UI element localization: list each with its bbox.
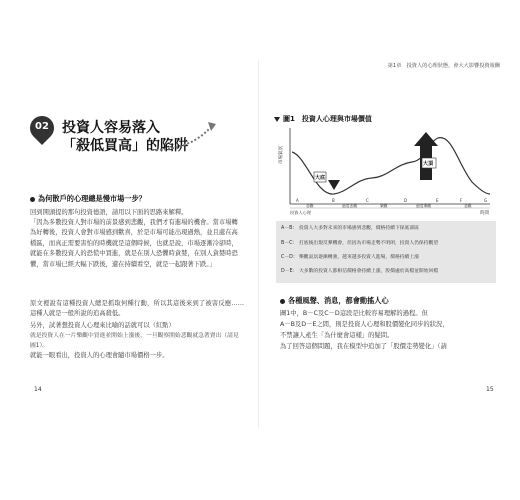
- y-axis-label: 市場氣氛: [279, 146, 284, 164]
- up-arrow-icon: [414, 132, 438, 180]
- sentiment-curve: [292, 138, 490, 194]
- x-axis-label: 時間: [480, 211, 489, 216]
- paragraph-3: 另外，試著想投資人心理來比喻的話就可以（紅點）: [30, 322, 175, 329]
- section-heading-right: 各種風聲、消息，都會動搖人心: [280, 296, 389, 306]
- right-paragraph-3: 不禁讓人產生「為什麼會這樣」的疑問。: [280, 332, 394, 339]
- point-e: E: [436, 198, 439, 203]
- bottom-label: 大底: [315, 175, 326, 181]
- paragraph-conclusion: 就能一眼看出，投資人的心理會隨市場價格一步。: [30, 352, 169, 359]
- chapter-title-line1: 投資人容易落入: [62, 120, 160, 136]
- running-header: 第1章 投資人的心理狀態，會大大影響投資報酬: [387, 63, 500, 69]
- legend-row-1: A－B： 投資人大多對未來的市場感到悲觀，價格持續下探底部區: [281, 226, 419, 231]
- phase-label-5: 悲觀: [464, 203, 472, 208]
- phase-label-1: 悲觀: [306, 203, 314, 208]
- top-label: 大頂: [423, 161, 434, 167]
- bullet-icon: [280, 299, 285, 304]
- point-a: A: [296, 198, 299, 203]
- legend-row-2: B－C： 打底後出現反彈機會，但因為市場走勢不明朗，投資人仍保持觀望: [281, 241, 439, 246]
- left-note: 投資人心理: [290, 210, 311, 215]
- point-b: B: [332, 198, 335, 203]
- quote-block: 「因為多數投資人對市場的前景感到悲觀，我們才有進場的機會。當市場轉為好轉後，投資人會對市場感到歡喜，於是市場可能出現過熱，並且處在高檔區，而真正需要害怕的時機就是這個時候，也就是說，市場逐漸冷卻時，就能在多數投資人的恐慌中買進，就是在別人恐懼時貪婪，在別人貪婪時恐懼，當市場已經大幅下跌後，還在持續看空，就是一起跟著下跌。」: [30, 219, 238, 268]
- down-arrow-icon: [328, 180, 340, 190]
- legend-row-3: C－D：樂觀氣氛逐漸轉強，越來越多投資人進場，價格持續上漲: [281, 255, 419, 260]
- right-paragraph-1: 圖1中，B－C及C－D這段是比較容易理解的過程。但: [280, 310, 428, 317]
- upward-arrow-icon: [150, 120, 220, 154]
- point-g: G: [484, 198, 488, 203]
- market-psychology-chart: [276, 124, 496, 220]
- page-number-left: 14: [34, 386, 42, 393]
- phase-label-4: 過度樂觀: [416, 203, 432, 208]
- point-d: D: [404, 198, 408, 203]
- figure-legend: [276, 221, 496, 283]
- triangle-icon: [274, 117, 280, 122]
- phase-label-3: 樂觀: [380, 203, 388, 208]
- example-block: 就是投資人在一片樂觀中買進並開始上漲後，一旦觀察開始悲觀就急著賣出（請見圖1）。: [30, 333, 239, 349]
- point-c: C: [366, 198, 369, 203]
- phase-label-2: 過度悲觀: [342, 203, 358, 208]
- paragraph-intro: 回到開頭提的那句投資德語，請用以下面的思路來解釋。: [30, 209, 188, 216]
- right-paragraph-2: A－B及D－E之間，則是投資人心理和股價變化同步的狀況，: [280, 321, 449, 328]
- bullet-icon: [30, 197, 35, 202]
- point-f: F: [460, 198, 463, 203]
- page-gutter: [258, 60, 259, 428]
- page-number-right: 15: [486, 386, 494, 393]
- section-heading-left: 為何散戶的心理總是慢市場一步？: [30, 194, 146, 204]
- chapter-number: 02: [35, 121, 49, 132]
- chapter-title-line2: 「殺低買高」的陷阱: [62, 138, 188, 154]
- figure-title: 圖1 投資人心理與市場價值: [274, 114, 372, 124]
- paragraph-2: 原文裡說有這種投資人總是抓取何種行動，所以其這後來到了被害反應……這種人就是一般所說的追高殺低。: [30, 300, 244, 318]
- right-paragraph-4: 為了回答這個問題，我在模型中追加了「股價走勢變化」（請: [280, 343, 447, 350]
- legend-row-4: D－E： 大多數的投資人都相信價格會持續上漲，股價處於高檔並開始回檔: [281, 269, 439, 274]
